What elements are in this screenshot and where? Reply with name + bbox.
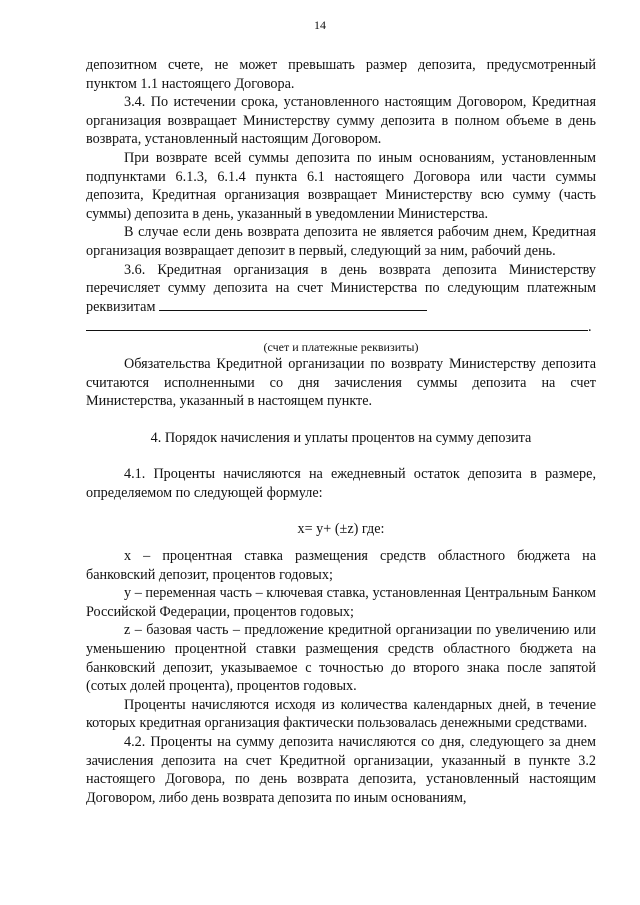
paragraph-4-1: 4.1. Проценты начисляются на ежедневный остаток депозита в размере, определяемом по следующей формуле:: [86, 466, 596, 501]
spacer: [86, 411, 596, 429]
definition-y: y – переменная часть – ключевая ставка, установленная Центральным Банком Российской Федерации, процентов годовых;: [86, 585, 596, 620]
paragraph-return-other-grounds: При возврате всей суммы депозита по иным основаниям, установленным подпунктами 6.1.3, 6.1.4 пункта 6.1 настоящего Договора или части суммы депозита, Кредитная организация возвращает Министерству всю сумму (часть суммы) депозита в день, указанный в уведомлении Министерства.: [86, 149, 596, 222]
requisites-blank-line: [159, 298, 427, 311]
section-4-heading: 4. Порядок начисления и уплаты процентов на сумму депозита: [150, 429, 532, 446]
paragraph-4-2: 4.2. Проценты на сумму депозита начисляются со дня, следующего за днем зачисления депозита на счет Кредитной организации, указанный в пункте 3.2 настоящего Договора, по день возврата депозита, установленный настоящим Договором, либо день возврата депозита по иным основаниям,: [86, 734, 596, 806]
requisites-caption: (счет и платежные реквизиты): [263, 339, 419, 354]
paragraph-3-6: [86, 261, 596, 317]
spacer: [86, 447, 596, 465]
document-body: [86, 56, 596, 807]
formula: x= y+ (±z) где:: [297, 521, 385, 538]
paragraph-3-6-text: 3.6. Кредитная организация в день возврата депозита Министерству перечисляет сумму депозита на счет Министерства по следующим платежным реквизитам: [86, 261, 596, 315]
paragraph-obligations: Обязательства Кредитной организации по возврату Министерству депозита считаются исполненными со дня зачисления суммы депозита на счет Министерства, указанный в настоящем пункте.: [86, 355, 596, 410]
spacer: [86, 539, 596, 547]
requisites-full-line-row: .: [86, 316, 596, 337]
definition-x: x – процентная ставка размещения средств областного бюджета на банковский депозит, процентов годовых;: [86, 548, 596, 583]
paragraph-calendar-days: Проценты начисляются исходя из количества календарных дней, в течение которых кредитная организация фактически пользовалась денежными средствами.: [86, 696, 596, 732]
definition-z: z – базовая часть – предложение кредитной организации по увеличению или уменьшению процентной ставки размещения средств областного бюджета на банковский депозит, указываемое с точностью до второго знака после запятой (сотых долей процента), процентов годовых.: [86, 622, 596, 695]
paragraph-non-working-day: В случае если день возврата депозита не является рабочим днем, Кредитная организация возвращает депозит в первый, следующий за ним, рабочий день.: [86, 224, 596, 259]
requisites-full-line: [86, 316, 588, 331]
paragraph-3-4: 3.4. По истечении срока, установленного настоящим Договором, Кредитная организация возвращает Министерству сумму депозита в полном объеме в день возврата, установленный настоящим Договором.: [86, 94, 596, 148]
paragraph-continuation: депозитном счете, не может превышать размер депозита, предусмотренный пунктом 1.1 настоящего Договора.: [86, 57, 596, 92]
page-number: 14: [314, 18, 326, 32]
spacer: [86, 502, 596, 520]
